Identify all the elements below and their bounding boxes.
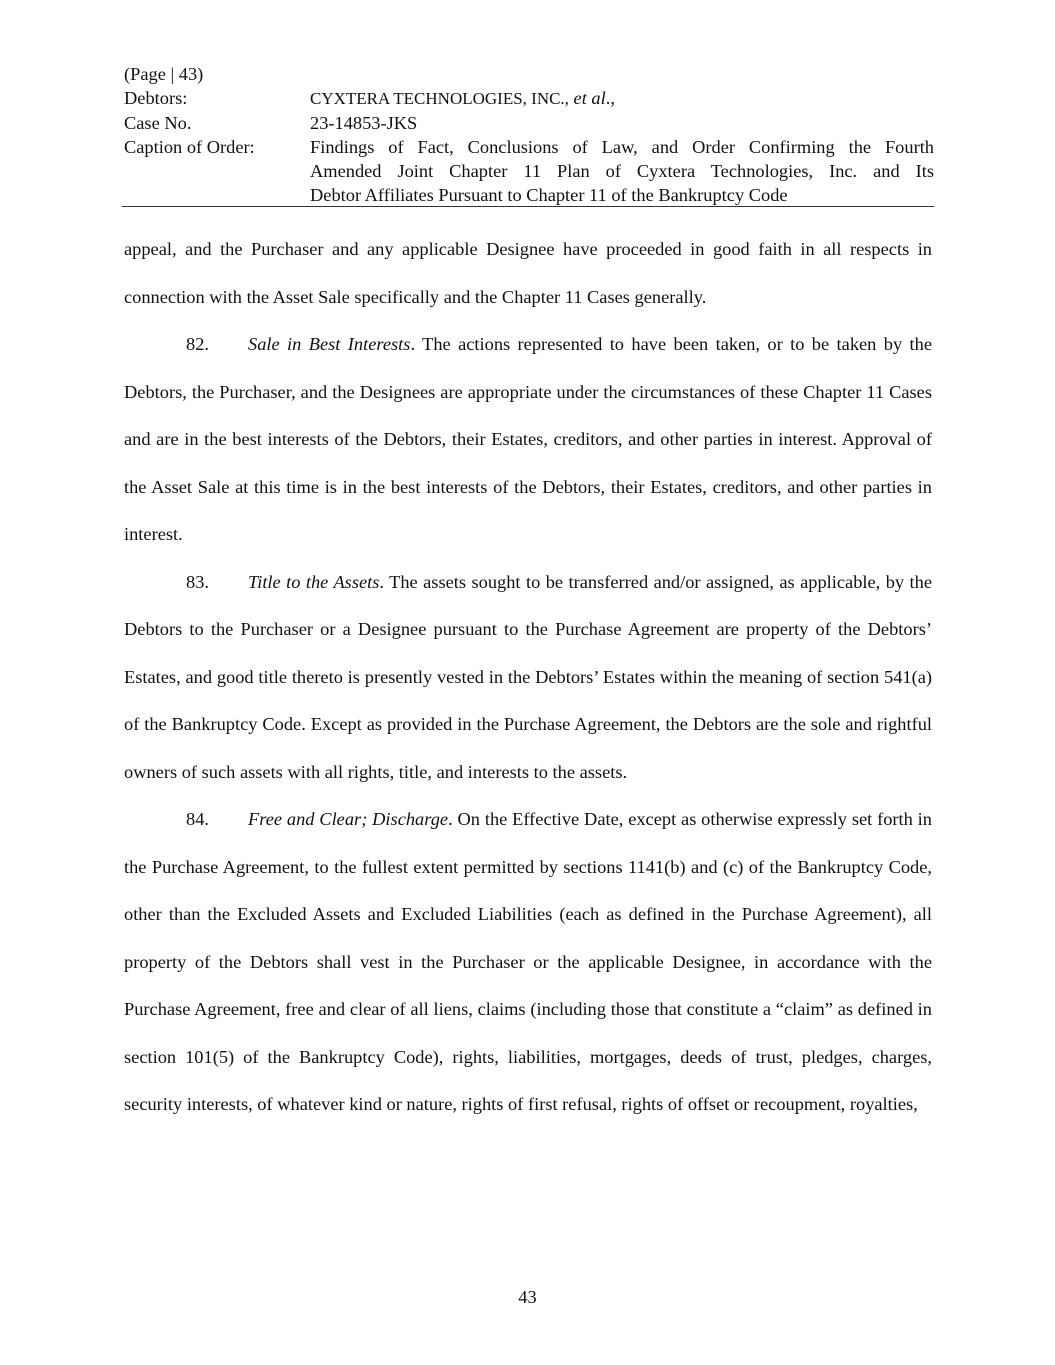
paragraph-heading: Free and Clear; Discharge (248, 809, 449, 829)
caption-line: Findings of Fact, Conclusions of Law, and Order Confirming the Fourth (310, 137, 934, 157)
debtors-value: CYXTERA TECHNOLOGIES, INC., (310, 89, 569, 108)
continuation-paragraph: appeal, and the Purchaser and any applicable Designee have proceeded in good faith in all respects in connection with the Asset Sale specifically and the Chapter 11 Cases generally. (124, 239, 932, 307)
debtors-suffix: ., (605, 88, 615, 108)
page-reference-row (124, 62, 934, 86)
caption-line: Amended Joint Chapter 11 Plan of Cyxtera Technologies, Inc. and Its (310, 161, 934, 181)
paragraph-heading: Sale in Best Interests (248, 334, 411, 354)
case-number-value: 23-14853-JKS (310, 113, 418, 133)
caption-line: Debtor Affiliates Pursuant to Chapter 11 of the Bankruptcy Code (310, 185, 788, 205)
paragraph-83 (124, 559, 932, 797)
case-number-label: Case No. (124, 113, 192, 133)
caption-row (124, 135, 934, 207)
paragraph-number: 82. (186, 334, 209, 354)
case-number-row (124, 111, 934, 135)
debtors-et-al: et al (573, 88, 606, 108)
caption-value (310, 135, 934, 207)
paragraph-number: 83. (186, 571, 209, 592)
page-header (124, 62, 934, 207)
page-reference: (Page | 43) (124, 64, 204, 84)
header-divider (122, 206, 934, 207)
paragraph-82 (124, 321, 932, 559)
paragraph-84 (124, 796, 932, 1129)
paragraph-text: . The assets sought to be transferred and/or assigned, as applicable, by the Debtors to the Purchaser or a Designee pursuant to the Purchase Agreement are property of the Debtors’ Estates, and good title thereto is presently vested in the Debtors’ Estates within the meaning of section 541(a) of the Bankruptcy Code. Except as provided in the Purchase Agreement, the Debtors are the sole and rightful owners of such assets with all rights, title, and interests to the assets. (124, 571, 932, 782)
caption-label: Caption of Order: (124, 137, 255, 157)
paragraph-number: 84. (186, 809, 209, 829)
paragraph-text: . The actions represented to have been taken, or to be taken by the Debtors, the Purchaser, and the Designees are appropriate under the circumstances of these Chapter 11 Cases and are in the best interests of the Debtors, their Estates, creditors, and other parties in interest. Approval of the Asset Sale at this time is in the best interests of the Debtors, their Estates, creditors, and other parties in interest. (124, 334, 933, 544)
paragraph-heading: Title to the Assets (248, 571, 380, 592)
debtors-row (124, 86, 934, 111)
paragraph-text: . On the Effective Date, except as otherwise expressly set forth in the Purchase Agreement, to the fullest extent permitted by sections 1141(b) and (c) of the Bankruptcy Code, other than the Excluded Assets and Excluded Liabilities (each as defined in the Purchase Agreement), all property of the Debtors shall vest in the Purchaser or the applicable Designee, in accordance with the Purchase Agreement, free and clear of all liens, claims (including those that constitute a “claim” as defined in section 101(5) of the Bankruptcy Code), rights, liabilities, mortgages, deeds of trust, pledges, charges, security interests, of whatever kind or nature, rights of first refusal, rights of offset or recoupment, royalties, (124, 809, 932, 1114)
page-number: 43 (518, 1287, 537, 1307)
document-body (124, 226, 932, 1129)
debtors-label: Debtors: (124, 88, 188, 108)
debtors-value-wrap (310, 86, 934, 111)
